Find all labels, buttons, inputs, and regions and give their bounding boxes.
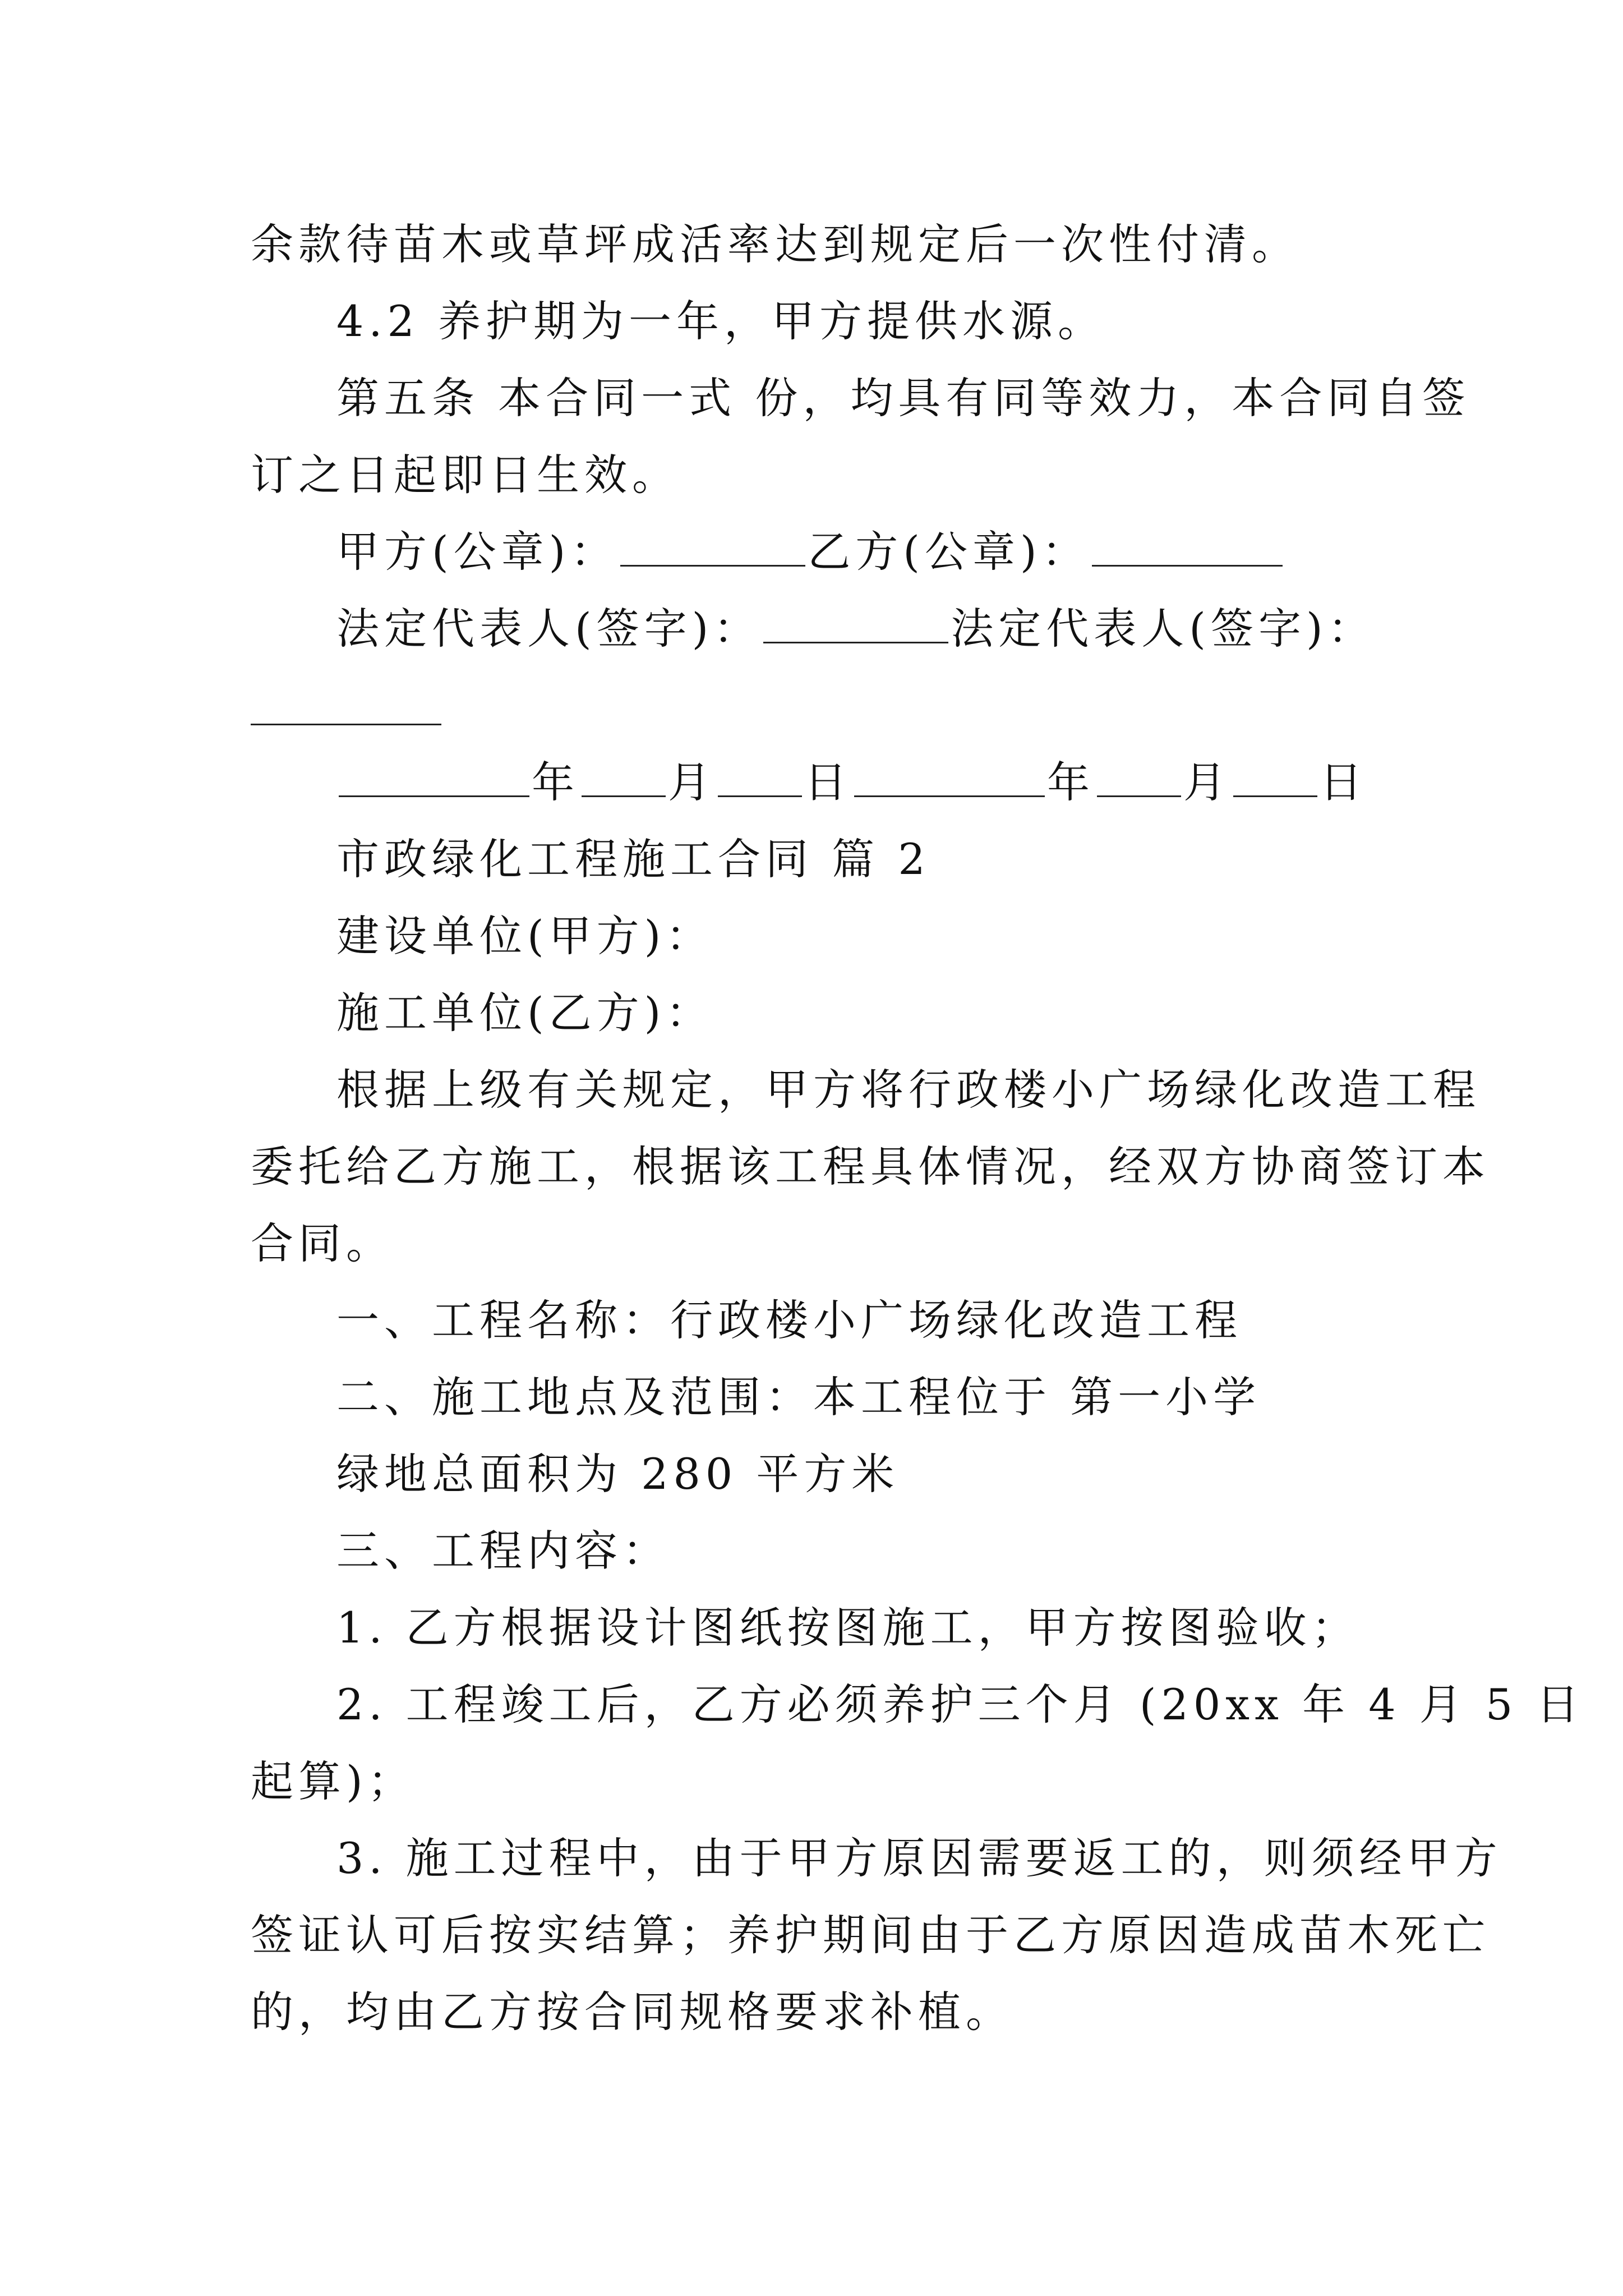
text-line-21: 签证认可后按实结算；养护期间由于乙方原因造成苗木死亡 (251, 1910, 1490, 1960)
date-a-month-blank (582, 795, 666, 797)
text-line-15: 绿地总面积为 280 平方米 (336, 1449, 900, 1499)
text-line-8: 建设单位(甲方)： (336, 911, 714, 961)
text-line-14: 二、施工地点及范围：本工程位于 第一小学 (336, 1372, 1261, 1422)
date-b-day: 日 (1320, 757, 1367, 807)
text-line-9: 施工单位(乙方)： (336, 988, 714, 1038)
text-line-19: 起算)； (251, 1756, 416, 1806)
text-line-4: 订之日起即日生效。 (251, 450, 680, 500)
date-line (336, 757, 1367, 807)
party-a-representative-blank (763, 642, 948, 643)
party-b-representative-label: 法定代表人(签字)： (951, 604, 1376, 654)
date-a-year-blank (339, 795, 529, 797)
text-line-1: 余款待苗木或草坪成活率达到规定后一次性付清。 (251, 219, 1299, 269)
text-line-16: 三、工程内容： (336, 1526, 670, 1576)
date-a-year: 年 (532, 757, 579, 807)
text-line-13: 一、工程名称：行政楼小广场绿化改造工程 (336, 1295, 1242, 1345)
party-a-seal-blank (620, 565, 805, 567)
text-line-18: 2. 工程竣工后，乙方必须养护三个月 (20xx 年 4 月 5 日 (336, 1680, 1584, 1729)
section-heading: 市政绿化工程施工合同 篇 2 (336, 834, 930, 884)
date-b-month-blank (1097, 795, 1181, 797)
date-a-day-blank (718, 795, 802, 797)
date-b-year-blank (854, 795, 1045, 797)
date-b-month: 月 (1183, 757, 1231, 807)
text-line-2: 4.2 养护期为一年，甲方提供水源。 (336, 296, 1106, 346)
text-line-11: 委托给乙方施工，根据该工程具体情况，经双方协商签订本 (251, 1142, 1490, 1191)
text-line-22: 的，均由乙方按合同规格要求补植。 (251, 1987, 1013, 2037)
text-line-10: 根据上级有关规定，甲方将行政楼小广场绿化改造工程 (336, 1065, 1481, 1115)
date-a-month: 月 (668, 757, 716, 807)
signature-line-representative (336, 604, 1376, 654)
party-a-seal-label: 甲方(公章)： (336, 527, 619, 577)
text-line-12: 合同。 (251, 1218, 394, 1268)
party-a-representative-label: 法定代表人(签字)： (336, 604, 762, 654)
date-b-year: 年 (1047, 757, 1095, 807)
date-a-day: 日 (804, 757, 852, 807)
party-b-seal-label: 乙方(公章)： (808, 527, 1090, 577)
text-line-20: 3. 施工过程中，由于甲方原因需要返工的，则须经甲方 (336, 1833, 1502, 1883)
text-line-17: 1. 乙方根据设计图纸按图施工，甲方按图验收； (336, 1603, 1359, 1653)
party-b-seal-blank (1092, 565, 1283, 567)
text-line-3: 第五条 本合同一式 份，均具有同等效力，本合同自签 (336, 373, 1470, 423)
date-b-day-blank (1233, 795, 1317, 797)
signature-line-seal (336, 527, 1285, 577)
party-b-representative-blank (251, 724, 441, 725)
